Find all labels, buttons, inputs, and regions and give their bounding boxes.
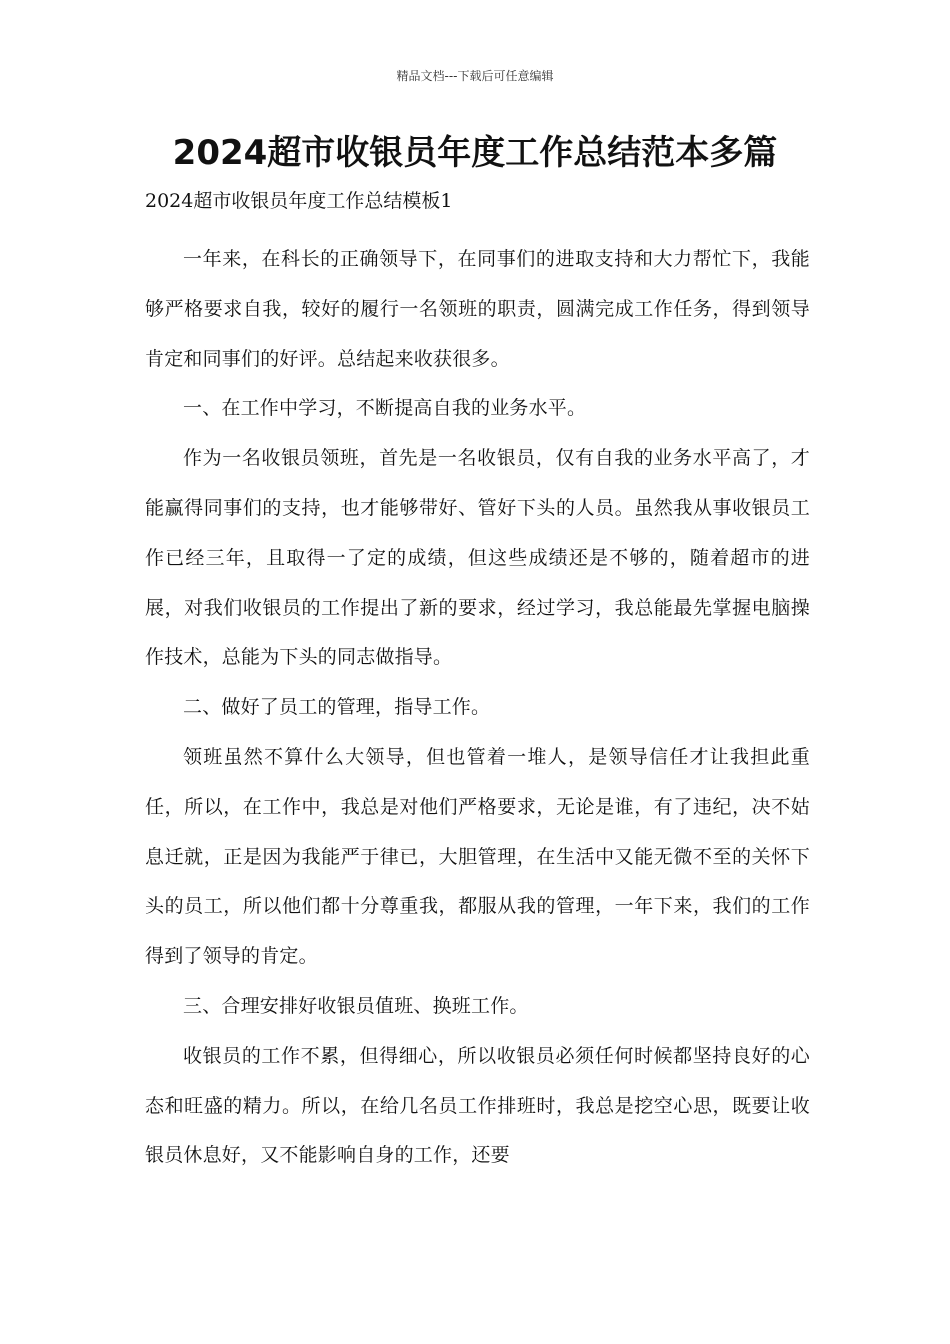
- paragraph-heading-1: 一、在工作中学习，不断提高自我的业务水平。: [183, 397, 587, 420]
- paragraph-section-3: 收银员的工作不累，但得细心，所以收银员必须任何时候都坚持良好的心态和旺盛的精力。所以，在给几名员工作排班时，我总是挖空心思，既要让收银员休息好，又不能影响自身的工作，还要: [145, 1044, 810, 1167]
- section-subtitle: 2024超市收银员年度工作总结模板1: [145, 190, 453, 212]
- paragraph-section-2: 领班虽然不算什么大领导，但也管着一堆人，是领导信任才让我担此重任，所以，在工作中，我总是对他们严格要求，无论是谁，有了违纪，决不姑息迁就，正是因为我能严于律已，大胆管理，在生活中又能无微不至的关怀下头的员工，所以他们都十分尊重我，都服从我的管理，一年下来，我们的工作得到了领导的肯定。: [145, 745, 810, 968]
- header-note: 精品文档---下载后可任意编辑: [396, 69, 554, 83]
- paragraph-heading-2: 二、做好了员工的管理，指导工作。: [183, 696, 491, 719]
- document-body: [145, 235, 810, 1181]
- paragraph-heading-3: 三、合理安排好收银员值班、换班工作。: [183, 994, 529, 1017]
- paragraph-section-1: 作为一名收银员领班，首先是一名收银员，仅有自我的业务水平高了，才能赢得同事们的支持，也才能够带好、管好下头的人员。虽然我从事收银员工作已经三年，且取得一了定的成绩，但这些成绩还是不够的，随着超市的进展，对我们收银员的工作提出了新的要求，经过学习，我总能最先掌握电脑操作技术，总能为下头的同志做指导。: [145, 447, 810, 669]
- document-title: 2024超市收银员年度工作总结范本多篇: [172, 133, 778, 173]
- paragraph-intro: 一年来，在科长的正确领导下，在同事们的进取支持和大力帮忙下，我能够严格要求自我，较好的履行一名领班的职责，圆满完成工作任务，得到领导肯定和同事们的好评。总结起来收获很多。: [145, 248, 810, 370]
